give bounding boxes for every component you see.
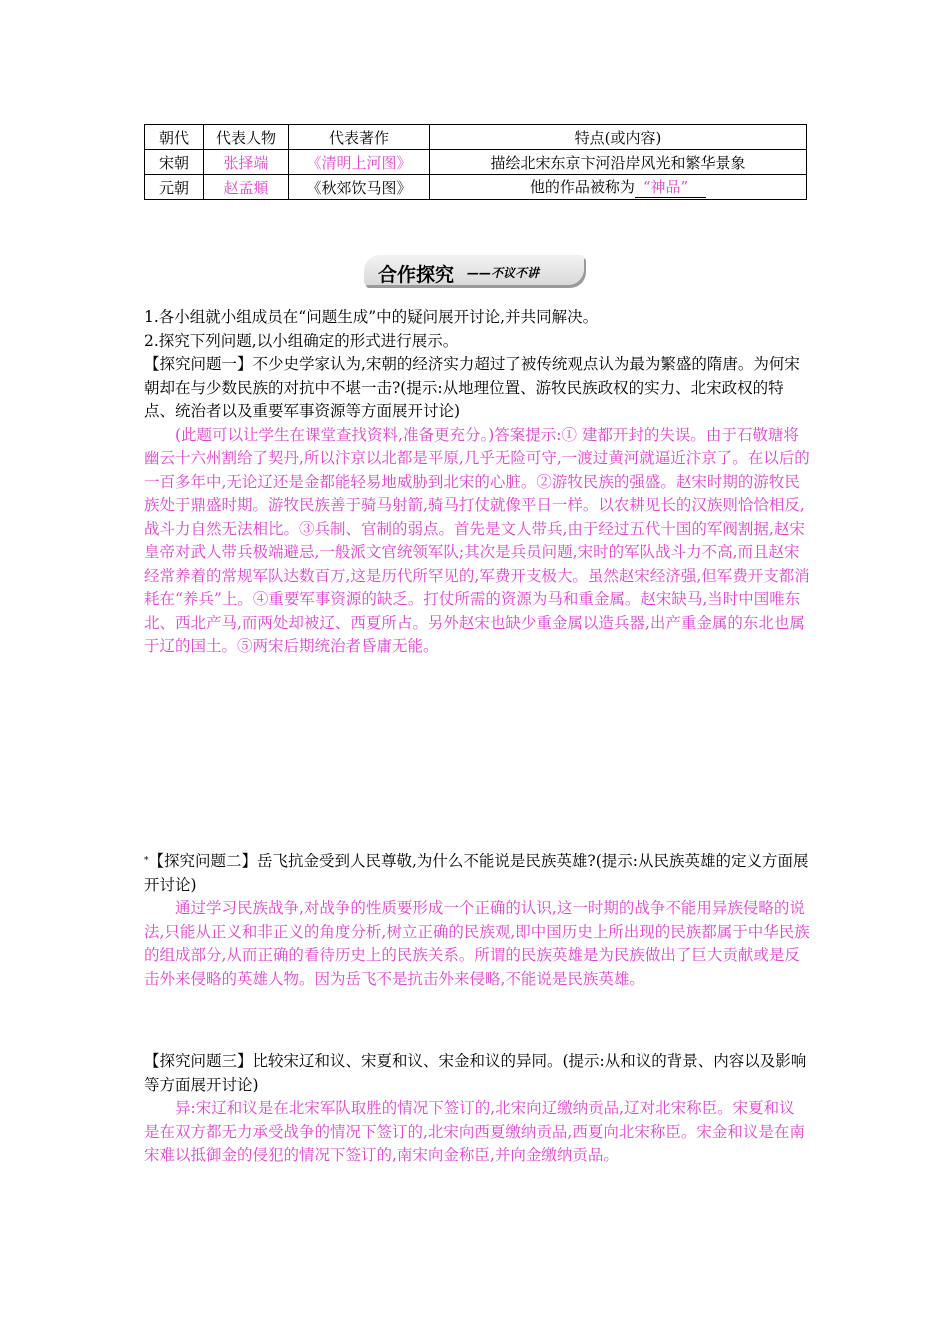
cell-work: 《秋郊饮马图》 <box>289 175 430 200</box>
artists-table <box>144 124 807 200</box>
cell-dynasty: 宋朝 <box>145 150 204 175</box>
cell-dynasty: 元朝 <box>145 175 204 200</box>
table-row <box>145 175 807 200</box>
section-subtitle: ——不议不讲 <box>467 266 540 280</box>
question-one: 【探究问题一】不少史学家认为,宋朝的经济实力超过了被传统观点认为最为繁盛的隋唐。为何宋朝却在与少数民族的对抗中不堪一击?(提示:从地理位置、游牧民族政权的实力、北宋政权的特点、统治者以及重要军事资源等方面展开讨论) <box>144 355 800 420</box>
question-two <box>144 850 810 897</box>
feature-answer: “神品” <box>642 178 689 196</box>
header-work: 代表著作 <box>289 125 430 150</box>
question-three-block <box>144 1050 810 1168</box>
table-row <box>145 150 807 175</box>
header-feature: 特点(或内容) <box>430 125 807 150</box>
cell-feature: 描绘北宋东京卞河沿岸风光和繁华景象 <box>430 150 807 175</box>
table-header-row <box>145 125 807 150</box>
cell-person: 赵孟頫 <box>204 175 289 200</box>
optional-star: * <box>144 856 149 866</box>
intro-block <box>144 306 810 659</box>
question-two-block <box>144 850 810 991</box>
cell-feature <box>430 175 807 200</box>
answer-one: (此题可以让学生在课堂查找资料,准备更充分。)答案提示:① 建都开封的失误。由于石敬瑭将幽云十六州割给了契丹,所以汴京以北都是平原,几乎无险可守,一渡过黄河就逼近汴京了。在以后的一百多年中,无论辽还是金都能轻易地威胁到北宋的心脏。②游牧民族的强盛。赵宋时期的游牧民族处于鼎盛时期。游牧民族善于骑马射箭,骑马打仗就像平日一样。以农耕见长的汉族则恰恰相反,战斗力自然无法相比。③兵制、官制的弱点。首先是文人带兵,由于经过五代十国的军阀割据,赵宋皇帝对武人带兵极端避忌,一般派文官统领军队;其次是兵员问题,宋时的军队战斗力不高,而且赵宋经常养着的常规军队达数百万,这是历代所罕见的,军费开支极大。虽然赵宋经济强,但军费开支都消耗在“养兵”上。④重要军事资源的缺乏。打仗所需的资源为马和重金属。赵宋缺马,当时中国唯东北、西北产马,而两处却被辽、西夏所占。另外赵宋也缺少重金属以造兵器,出产重金属的东北也属于辽的国土。⑤两宋后期统治者昏庸无能。 <box>144 425 810 655</box>
section-heading <box>364 253 594 289</box>
cell-work: 《清明上河图》 <box>289 150 430 175</box>
answer-three: 异:宋辽和议是在北宋军队取胜的情况下签订的,北宋向辽缴纳贡品,辽对北宋称臣。宋夏和议是在双方都无力承受战争的情况下签订的,北宋向西夏缴纳贡品,西夏向北宋称臣。宋金和议是在南宋难以抵御金的侵犯的情况下签订的,南宋向金称臣,并向金缴纳贡品。 <box>144 1099 805 1164</box>
header-person: 代表人物 <box>204 125 289 150</box>
header-dynasty: 朝代 <box>145 125 204 150</box>
answer-two: 通过学习民族战争,对战争的性质要形成一个正确的认识,这一时期的战争不能用异族侵略的说法,只能从正义和非正义的角度分析,树立正确的民族观,即中国历史上所出现的民族都属于中华民族的组成部分,从而正确的看待历史上的民族关系。所谓的民族英雄是为民族做出了巨大贡献或是反击外来侵略的英雄人物。因为岳飞不是抗击外来侵略,不能说是民族英雄。 <box>144 899 810 988</box>
section-title: 合作探究 <box>378 264 455 286</box>
fill-blank <box>635 176 706 198</box>
question-two-text: 【探究问题二】岳飞抗金受到人民尊敬,为什么不能说是民族英雄?(提示:从民族英雄的定义方面展开讨论) <box>144 852 809 894</box>
intro-line: 1.各小组就小组成员在“问题生成”中的疑问展开讨论,并共同解决。 <box>144 308 599 326</box>
intro-line: 2.探究下列问题,以小组确定的形式进行展示。 <box>144 331 459 350</box>
feature-prefix: 他的作品被称为 <box>529 178 635 196</box>
question-three: 【探究问题三】比较宋辽和议、宋夏和议、宋金和议的异同。(提示:从和议的背景、内容以及影响等方面展开讨论) <box>144 1052 807 1094</box>
cell-person: 张择端 <box>204 150 289 175</box>
